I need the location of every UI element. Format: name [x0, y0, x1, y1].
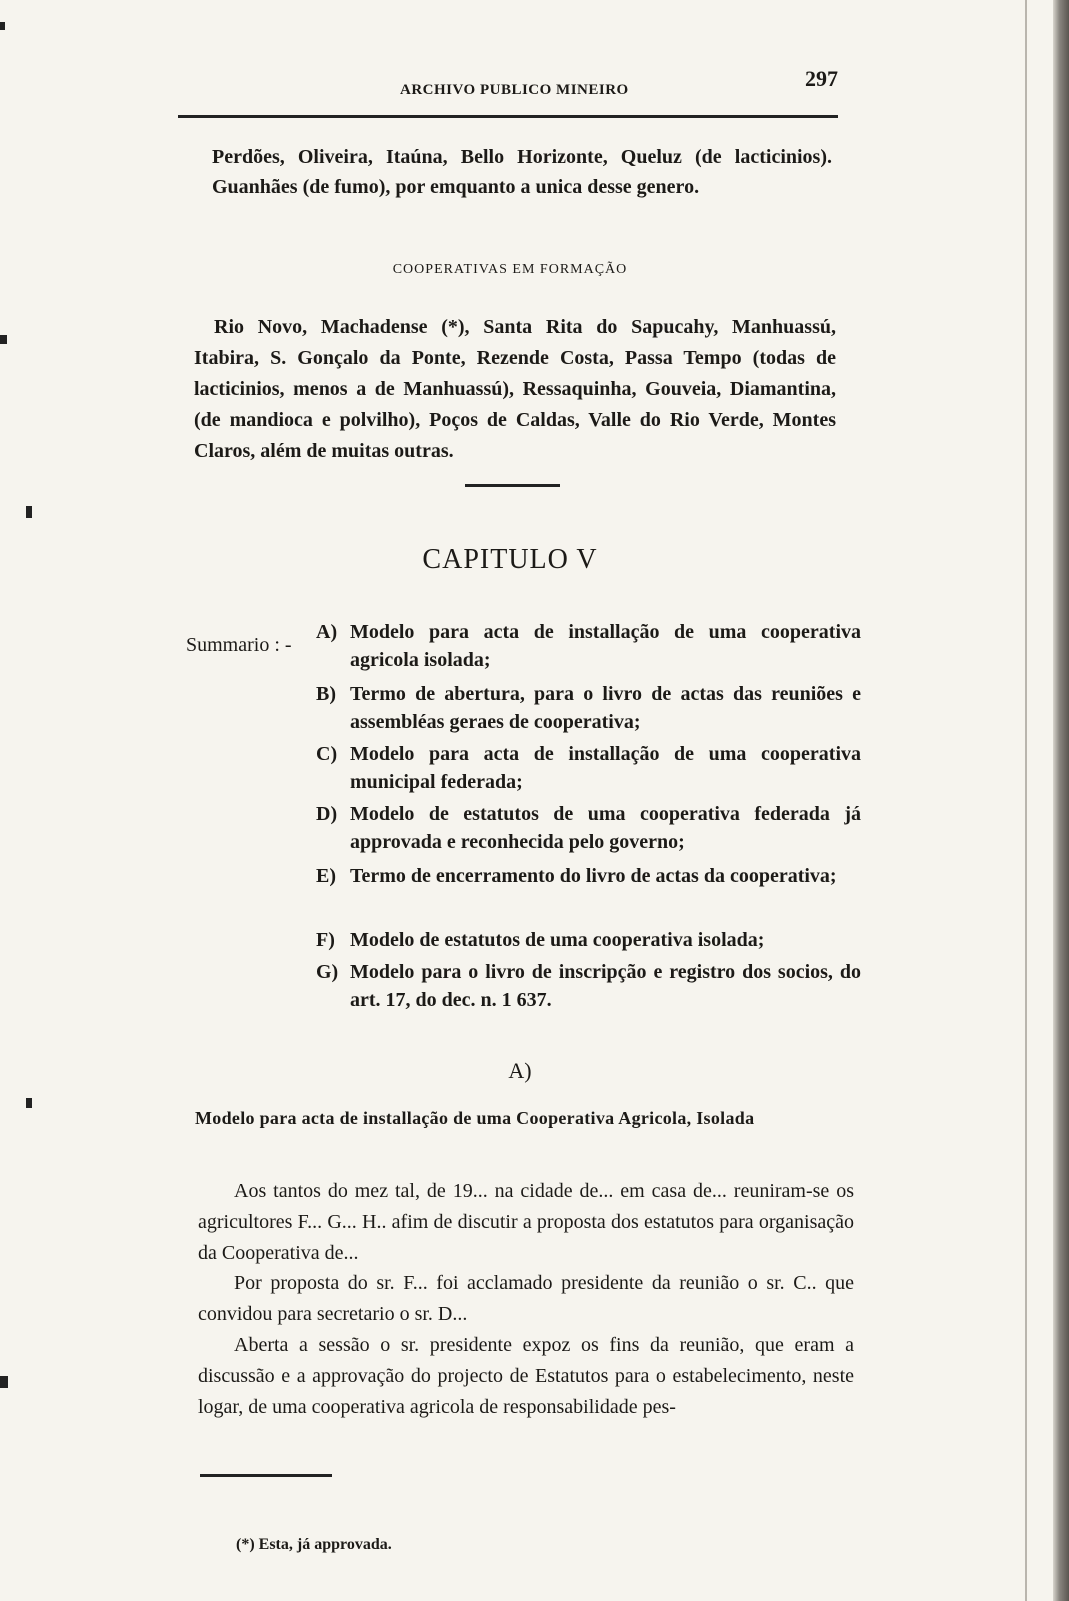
- summary-item: [316, 680, 861, 736]
- intro-paragraph: Perdões, Oliveira, Itaúna, Bello Horizonte, Queluz (de lacticinios). Guanhães (de fumo), por emquanto a unica desse genero.: [212, 146, 832, 198]
- summary-item: [316, 618, 861, 674]
- section-marker: A): [508, 1058, 532, 1083]
- scan-mark: [26, 506, 32, 518]
- summary-item-letter: F): [316, 929, 335, 951]
- footnote-rule: [200, 1474, 332, 1477]
- summary-label: Summario : -: [186, 634, 292, 656]
- header-rule: [178, 115, 838, 118]
- body-paragraph: Aos tantos do mez tal, de 19... na cidade de... em casa de... reuniram-se os agricultores F... G... H.. afim de discutir a proposta dos estatutos para organisação da Cooperativa de...: [198, 1180, 854, 1264]
- running-header: ARCHIVO PUBLICO MINEIRO: [400, 82, 629, 98]
- summary-item-text: Termo de encerramento do livro de actas da cooperativa;: [350, 865, 837, 887]
- scan-mark: [0, 1376, 8, 1388]
- scan-mark: [0, 22, 5, 30]
- summary-item-text: Modelo de estatutos de uma cooperativa federada já approvada e reconhecida pelo governo;: [350, 803, 861, 853]
- body-paragraph: Por proposta do sr. F... foi acclamado presidente da reunião o sr. C.. que convidou para secretario o sr. D...: [198, 1272, 854, 1325]
- summary-item: [316, 958, 861, 1014]
- summary-item: [316, 740, 861, 796]
- footnote: (*) Esta, já approvada.: [236, 1536, 392, 1553]
- scan-mark: [0, 335, 7, 344]
- summary-item-letter: B): [316, 683, 336, 705]
- summary-item-letter: E): [316, 865, 336, 887]
- summary-item-letter: G): [316, 961, 339, 983]
- summary-item: [316, 926, 861, 954]
- summary-item: [316, 800, 861, 856]
- summary-item: [316, 862, 861, 890]
- subsection-title: Modelo para acta de installação de uma Cooperativa Agricola, Isolada: [195, 1108, 755, 1128]
- chapter-title: CAPITULO V: [422, 544, 598, 575]
- summary-item-text: Termo de abertura, para o livro de actas das reuniões e assembléas geraes de cooperativa;: [350, 683, 861, 733]
- summary-item-letter: A): [316, 621, 338, 643]
- summary-item-letter: D): [316, 803, 338, 825]
- body-paragraph: Aberta a sessão o sr. presidente expoz os fins da reunião, que eram a discussão e a approvação do projecto de Estatutos para o estabelecimento, neste logar, de uma cooperativa agricola de responsabilidade pes-: [198, 1334, 854, 1418]
- scan-mark: [26, 1098, 32, 1108]
- cooperatives-heading: COOPERATIVAS EM FORMAÇÃO: [392, 262, 628, 277]
- summary-item-text: Modelo de estatutos de uma cooperativa isolada;: [350, 929, 765, 951]
- summary-item-letter: C): [316, 743, 338, 765]
- cooperatives-paragraph: Rio Novo, Machadense (*), Santa Rita do Sapucahy, Manhuassú, Itabira, S. Gonçalo da Ponte, Rezende Costa, Passa Tempo (todas de lacticinios, menos a de Manhuassú), Ressaquinha, Gouveia, Diamantina, (de mandioca e polvilho), Poços de Caldas, Valle do Rio Verde, Montes Claros, além de muitas outras.: [194, 316, 836, 462]
- summary-item-text: Modelo para o livro de inscripção e registro dos socios, do art. 17, do dec. n. 1 637.: [350, 961, 861, 1011]
- section-divider: [465, 484, 560, 487]
- page-number: 297: [805, 66, 838, 91]
- page-fold-line: [1025, 0, 1027, 1601]
- page-edge-shadow: [1053, 0, 1069, 1601]
- summary-item-text: Modelo para acta de installação de uma cooperativa agricola isolada;: [350, 621, 861, 671]
- summary-item-text: Modelo para acta de installação de uma cooperativa municipal federada;: [350, 743, 861, 793]
